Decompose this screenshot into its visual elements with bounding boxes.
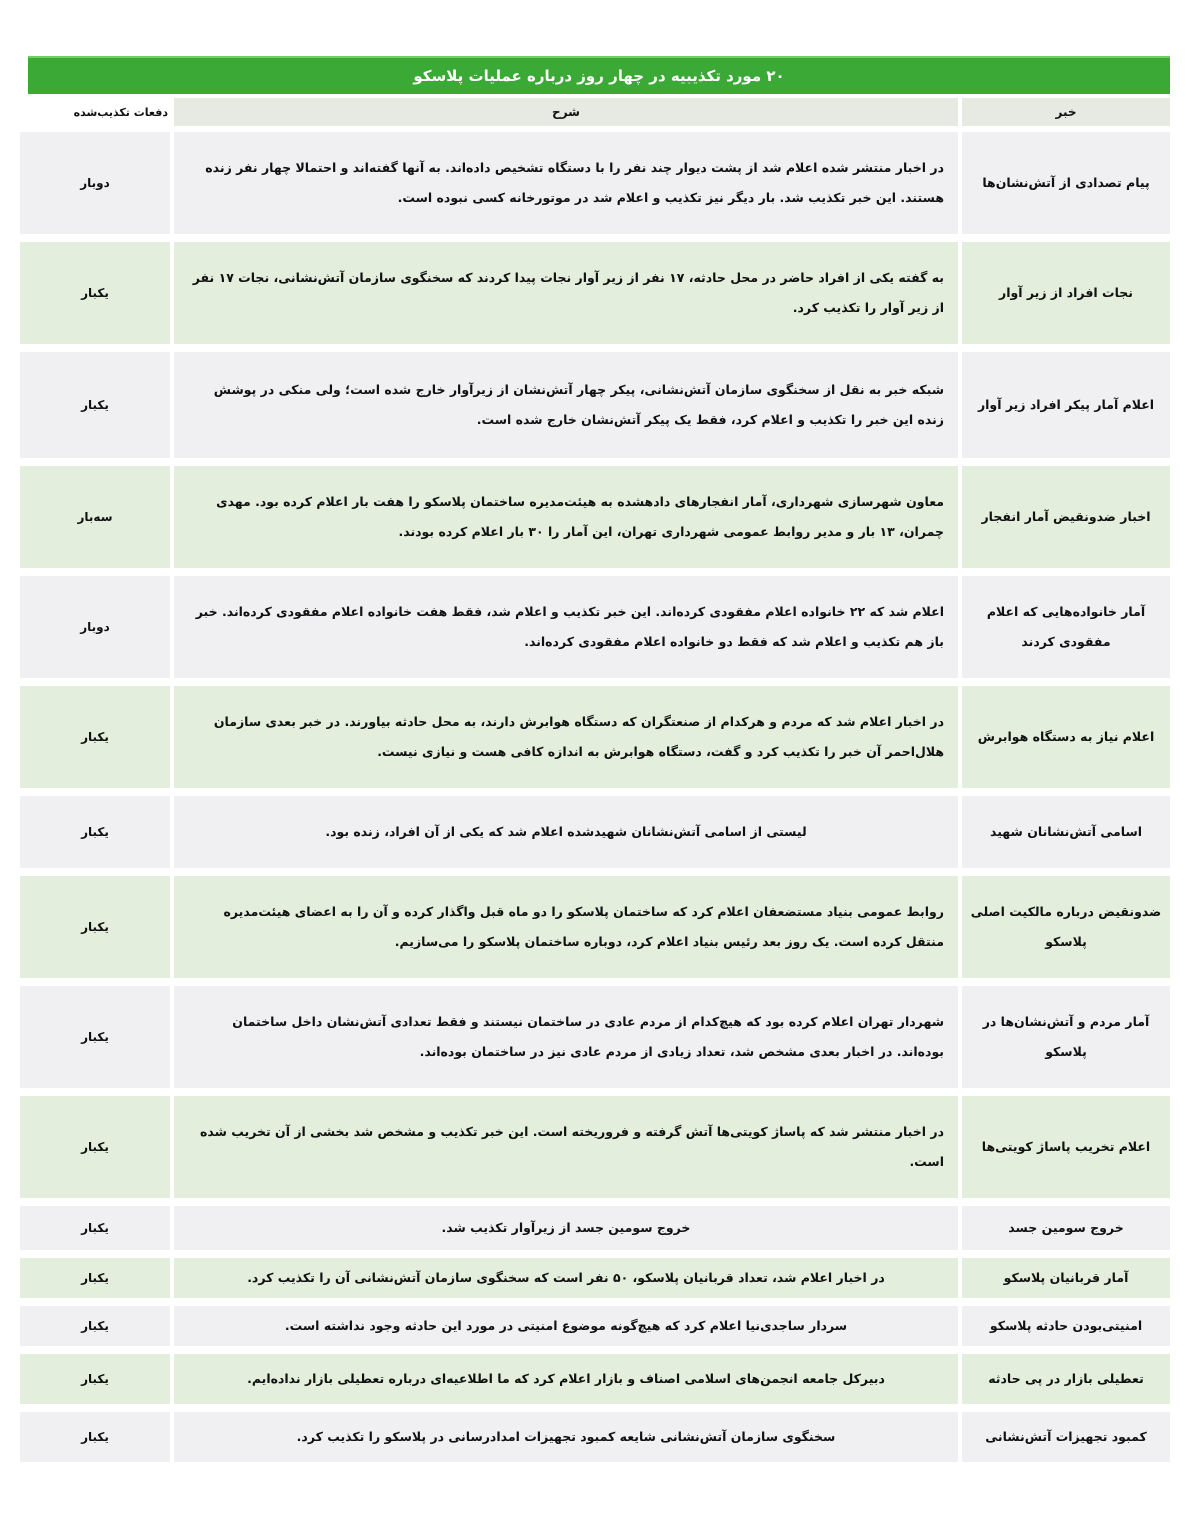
denial-count-cell: یکبار (20, 1306, 170, 1346)
news-cell: امنیتی‌بودن حادثه پلاسکو (962, 1306, 1170, 1346)
description-cell (174, 1258, 958, 1298)
table-title: ۲۰ مورد تکذیبیه در چهار روز درباره عملیات پلاسکو (28, 56, 1170, 94)
description-cell (174, 242, 958, 344)
news-cell: آمار مردم و آتش‌نشان‌ها در پلاسکو (962, 986, 1170, 1088)
news-cell: آمار قربانیان پلاسکو (962, 1258, 1170, 1298)
table-body (28, 132, 1170, 1462)
description-text: شهردار تهران اعلام کرده بود که هیچ‌کدام از مردم عادی در ساختمان نیستند و فقط تعدادی آتش‌نشان داخل ساختمان بوده‌اند. در اخبار بعدی مشخص شد، تعداد زیادی از مردم عادی نیز در ساختمان بوده‌اند. (232, 1014, 944, 1059)
description-text: روابط عمومی بنیاد مستضعفان اعلام کرد که ساختمان پلاسکو را دو ماه قبل واگذار کرده و آن را به اعضای هیئت‌مدیره منتقل کرده است. یک روز بعد رئیس بنیاد اعلام کرد، دوباره ساختمان پلاسکو را می‌سازیم. (223, 904, 944, 949)
denial-count-cell: یکبار (20, 796, 170, 868)
denial-count-cell: یکبار (20, 1096, 170, 1198)
description-cell (174, 796, 958, 868)
table-row (28, 242, 1170, 344)
description-cell (174, 352, 958, 458)
denials-table (28, 56, 1170, 1470)
description-text: به گفته یکی از افراد حاضر در محل حادثه، ۱۷ نفر از زیر آوار نجات پیدا کردند که سخنگوی سازمان آتش‌نشانی، نجات ۱۷ نفر از زیر آوار را تکذیب کرد. (192, 270, 944, 315)
table-row (28, 876, 1170, 978)
table-row (28, 1306, 1170, 1346)
news-cell: خروج سومین جسد (962, 1206, 1170, 1250)
news-cell: اعلام آمار پیکر افراد زیر آوار (962, 352, 1170, 458)
description-cell (174, 686, 958, 788)
description-cell (174, 466, 958, 568)
news-cell: پیام تصدادی از آتش‌نشان‌ها (962, 132, 1170, 234)
description-cell (174, 576, 958, 678)
table-row (28, 1096, 1170, 1198)
denial-count-cell: یکبار (20, 986, 170, 1088)
denial-count-cell: یکبار (20, 686, 170, 788)
column-header-news: خبر (962, 98, 1170, 126)
table-row (28, 986, 1170, 1088)
denial-count-cell: سه‌بار (20, 466, 170, 568)
table-header-row (28, 98, 1170, 126)
news-cell: اسامی آتش‌نشانان شهید (962, 796, 1170, 868)
description-cell (174, 1354, 958, 1404)
table-row (28, 132, 1170, 234)
news-cell: آمار خانواده‌هایی که اعلام مفقودی کردند (962, 576, 1170, 678)
description-text: خروج سومین جسد از زیرآوار تکذیب شد. (441, 1220, 691, 1235)
denial-count-cell: یکبار (20, 1412, 170, 1462)
denial-count-cell: یکبار (20, 242, 170, 344)
table-row (28, 466, 1170, 568)
description-cell (174, 132, 958, 234)
column-header-description: شرح (174, 98, 958, 126)
table-row (28, 352, 1170, 458)
news-cell: تعطیلی بازار در پی حادثه (962, 1354, 1170, 1404)
description-text: در اخبار اعلام شد که مردم و هرکدام از صنعتگران که دستگاه هوابرش دارند، به محل حادثه بیاورند. در خبر بعدی سازمان هلال‌احمر آن خبر را تکذیب کرد و گفت، دستگاه هوابرش به اندازه کافی هست و نیازی نیست. (213, 714, 944, 759)
description-text: سخنگوی سازمان آتش‌نشانی شایعه کمبود تجهیزات امدادرسانی در پلاسکو را تکذیب کرد. (296, 1429, 836, 1444)
denial-count-cell: دوبار (20, 576, 170, 678)
denial-count-cell: یکبار (20, 876, 170, 978)
news-cell: اخبار ضدونقیض آمار انفجار (962, 466, 1170, 568)
description-cell (174, 986, 958, 1088)
table-row (28, 796, 1170, 868)
table-row (28, 576, 1170, 678)
description-text: در اخبار اعلام شد، تعداد قربانیان پلاسکو، ۵۰ نفر است که سخنگوی سازمان آتش‌نشانی آن را تکذیب کرد. (247, 1270, 885, 1285)
description-cell (174, 1206, 958, 1250)
denial-count-cell: یکبار (20, 1258, 170, 1298)
denial-count-cell: یکبار (20, 352, 170, 458)
description-cell (174, 1096, 958, 1198)
news-cell: ضدونقیض درباره مالکیت اصلی پلاسکو (962, 876, 1170, 978)
table-row (28, 1258, 1170, 1298)
description-text: اعلام شد که ۲۲ خانواده اعلام مفقودی کرده‌اند. این خبر تکذیب و اعلام شد، فقط هفت خانواده اعلام مفقودی کرده‌اند. خبر باز هم تکذیب و اعلام شد که فقط دو خانواده اعلام مفقودی کرده‌اند. (195, 604, 944, 649)
description-text: معاون شهرسازی شهرداری، آمار انفجارهای دادهشده به هیئت‌مدیره ساختمان پلاسکو را هفت بار اعلام کرده بود. مهدی چمران، ۱۳ بار و مدیر روابط عمومی شهرداری تهران، این آمار را ۳۰ بار اعلام کرده بودند. (216, 494, 944, 539)
description-cell (174, 1412, 958, 1462)
description-text: در اخبار منتشر شد که پاساژ کویتی‌ها آتش گرفته و فروریخته است. این خبر تکذیب و مشخص شد بخشی از آن تخریب شده است. (200, 1124, 944, 1169)
description-text: سردار ساجدی‌نیا اعلام کرد که هیچ‌گونه موضوع امنیتی در مورد این حادثه وجود نداشته است. (284, 1318, 848, 1333)
description-cell (174, 876, 958, 978)
news-cell: اعلام نیاز به دستگاه هوابرش (962, 686, 1170, 788)
table-row (28, 1354, 1170, 1404)
denial-count-cell: یکبار (20, 1206, 170, 1250)
denial-count-cell: دوبار (20, 132, 170, 234)
table-row (28, 1412, 1170, 1462)
denial-count-cell: یکبار (20, 1354, 170, 1404)
description-text: در اخبار منتشر شده اعلام شد از پشت دیوار چند نفر را با دستگاه تشخیص داده‌اند. به آنها گفته‌اند و احتمالا چهار نفر زنده هستند. این خبر تکذیب شد. بار دیگر نیز تکذیب و اعلام شد در موتورخانه کسی نبوده است. (205, 160, 944, 205)
description-text: شبکه خبر به نقل از سخنگوی سازمان آتش‌نشانی، پیکر چهار آتش‌نشان از زیرآوار خارج شده است؛ ولی منکی در پوشش زنده این خبر را تکذیب و اعلام کرد، فقط یک پیکر آتش‌نشان خارج شده است. (213, 382, 944, 427)
column-header-denial-count: دفعات تکذیب‌شده (20, 98, 170, 126)
news-cell: اعلام تخریب پاساژ کویتی‌ها (962, 1096, 1170, 1198)
news-cell: نجات افراد از زیر آوار (962, 242, 1170, 344)
description-text: دبیرکل جامعه انجمن‌های اسلامی اصناف و بازار اعلام کرد که ما اطلاعیه‌ای درباره تعطیلی بازار نداده‌ایم. (247, 1371, 885, 1386)
table-row (28, 1206, 1170, 1250)
news-cell: کمبود تجهیزات آتش‌نشانی (962, 1412, 1170, 1462)
table-row (28, 686, 1170, 788)
description-text: لیستی از اسامی آتش‌نشانان شهیدشده اعلام شد که یکی از آن افراد، زنده بود. (325, 824, 807, 839)
description-cell (174, 1306, 958, 1346)
